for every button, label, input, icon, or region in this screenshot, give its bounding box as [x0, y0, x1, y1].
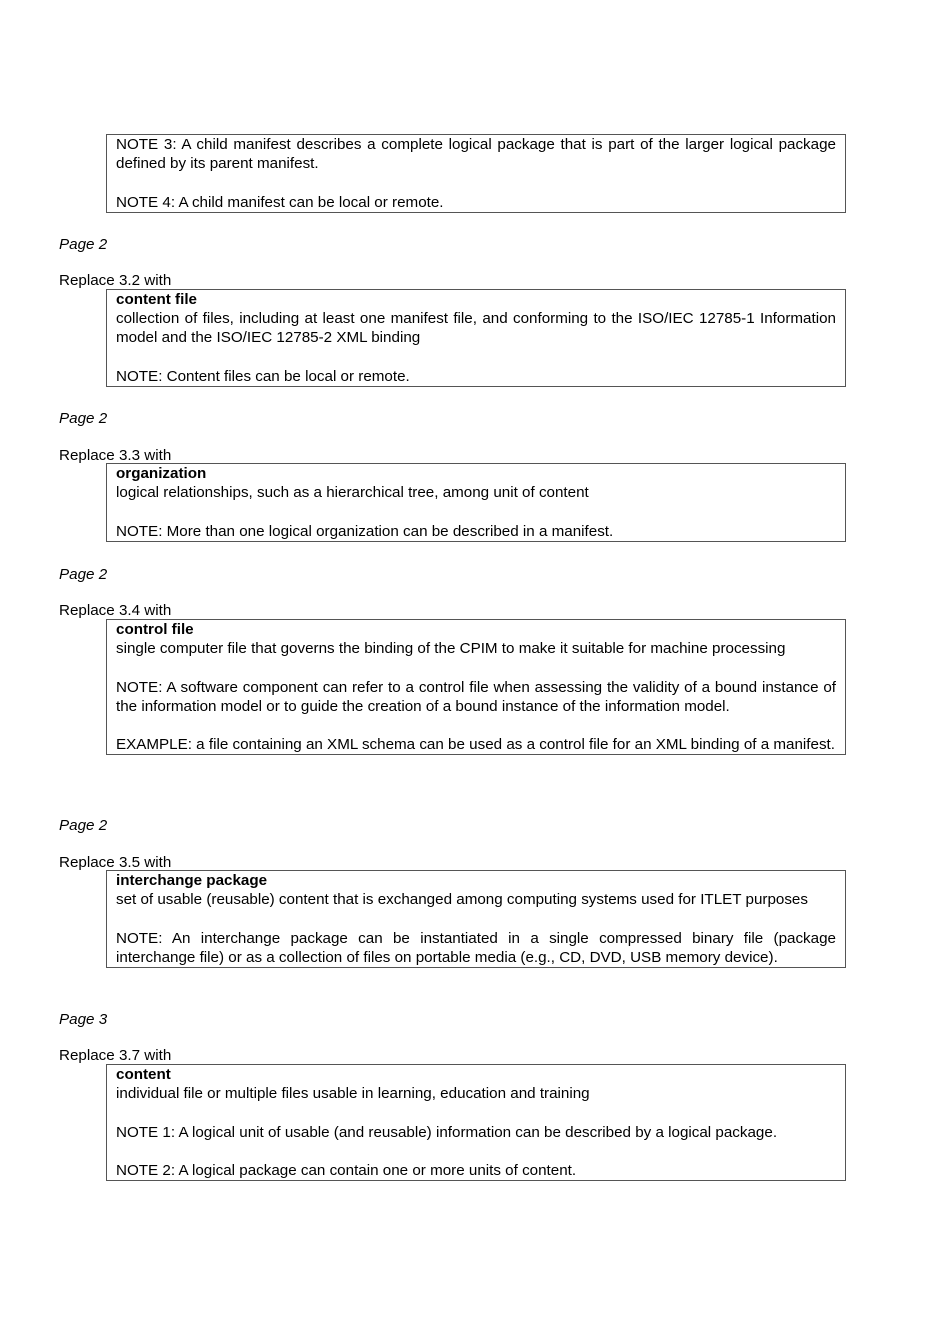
page-reference: Page 2 — [59, 566, 108, 583]
definition-box-content — [106, 1064, 846, 1181]
term-definition: set of usable (reusable) content that is exchanged among computing systems used for ITLET purposes — [116, 891, 808, 909]
term-title: content file — [116, 291, 198, 308]
replace-instruction: Replace 3.3 with — [59, 447, 172, 464]
term-definition: logical relationships, such as a hierarchical tree, among unit of content — [116, 484, 589, 502]
term-note: NOTE: An interchange package can be instantiated in a single compressed binary file (package interchange file) or as a collection of files on portable media (e.g., CD, DVD, USB memory device). — [116, 929, 836, 966]
term-note-2: NOTE 2: A logical package can contain one or more units of content. — [116, 1161, 577, 1179]
term-title: interchange package — [116, 872, 268, 889]
page-reference: Page 2 — [59, 236, 108, 253]
term-example: EXAMPLE: a file containing an XML schema can be used as a control file for an XML binding of a manifest. — [116, 736, 835, 754]
definition-box-organization — [106, 463, 846, 542]
note-3: NOTE 3: A child manifest describes a complete logical package that is part of the larger logical package defined by its parent manifest. — [116, 136, 836, 173]
page-reference: Page 2 — [59, 410, 108, 427]
term-definition: single computer file that governs the binding of the CPIM to make it suitable for machine processing — [116, 640, 786, 658]
replace-instruction: Replace 3.4 with — [59, 602, 172, 619]
term-note: NOTE: More than one logical organization can be described in a manifest. — [116, 522, 614, 540]
term-title: content — [116, 1066, 171, 1083]
term-title: control file — [116, 621, 194, 638]
replace-instruction: Replace 3.7 with — [59, 1047, 172, 1064]
note-box-child-manifest — [106, 134, 846, 213]
term-definition: individual file or multiple files usable in learning, education and training — [116, 1085, 590, 1103]
term-note: NOTE: Content files can be local or remote. — [116, 367, 410, 385]
term-definition: collection of files, including at least one manifest file, and conforming to the ISO/IEC 12785-1 Information model and the ISO/IEC 12785-2 XML binding — [116, 310, 836, 347]
term-note-1: NOTE 1: A logical unit of usable (and reusable) information can be described by a logical package. — [116, 1123, 778, 1141]
page-reference: Page 2 — [59, 817, 108, 834]
definition-box-interchange-package — [106, 870, 846, 968]
note-4: NOTE 4: A child manifest can be local or remote. — [116, 193, 444, 211]
replace-instruction: Replace 3.2 with — [59, 272, 172, 289]
replace-instruction: Replace 3.5 with — [59, 854, 172, 871]
page-reference: Page 3 — [59, 1011, 108, 1028]
term-note: NOTE: A software component can refer to a control file when assessing the validity of a bound instance of the information model or to guide the creation of a bound instance of the information model. — [116, 678, 836, 715]
definition-box-control-file — [106, 619, 846, 755]
definition-box-content-file — [106, 289, 846, 387]
term-title: organization — [116, 465, 207, 482]
